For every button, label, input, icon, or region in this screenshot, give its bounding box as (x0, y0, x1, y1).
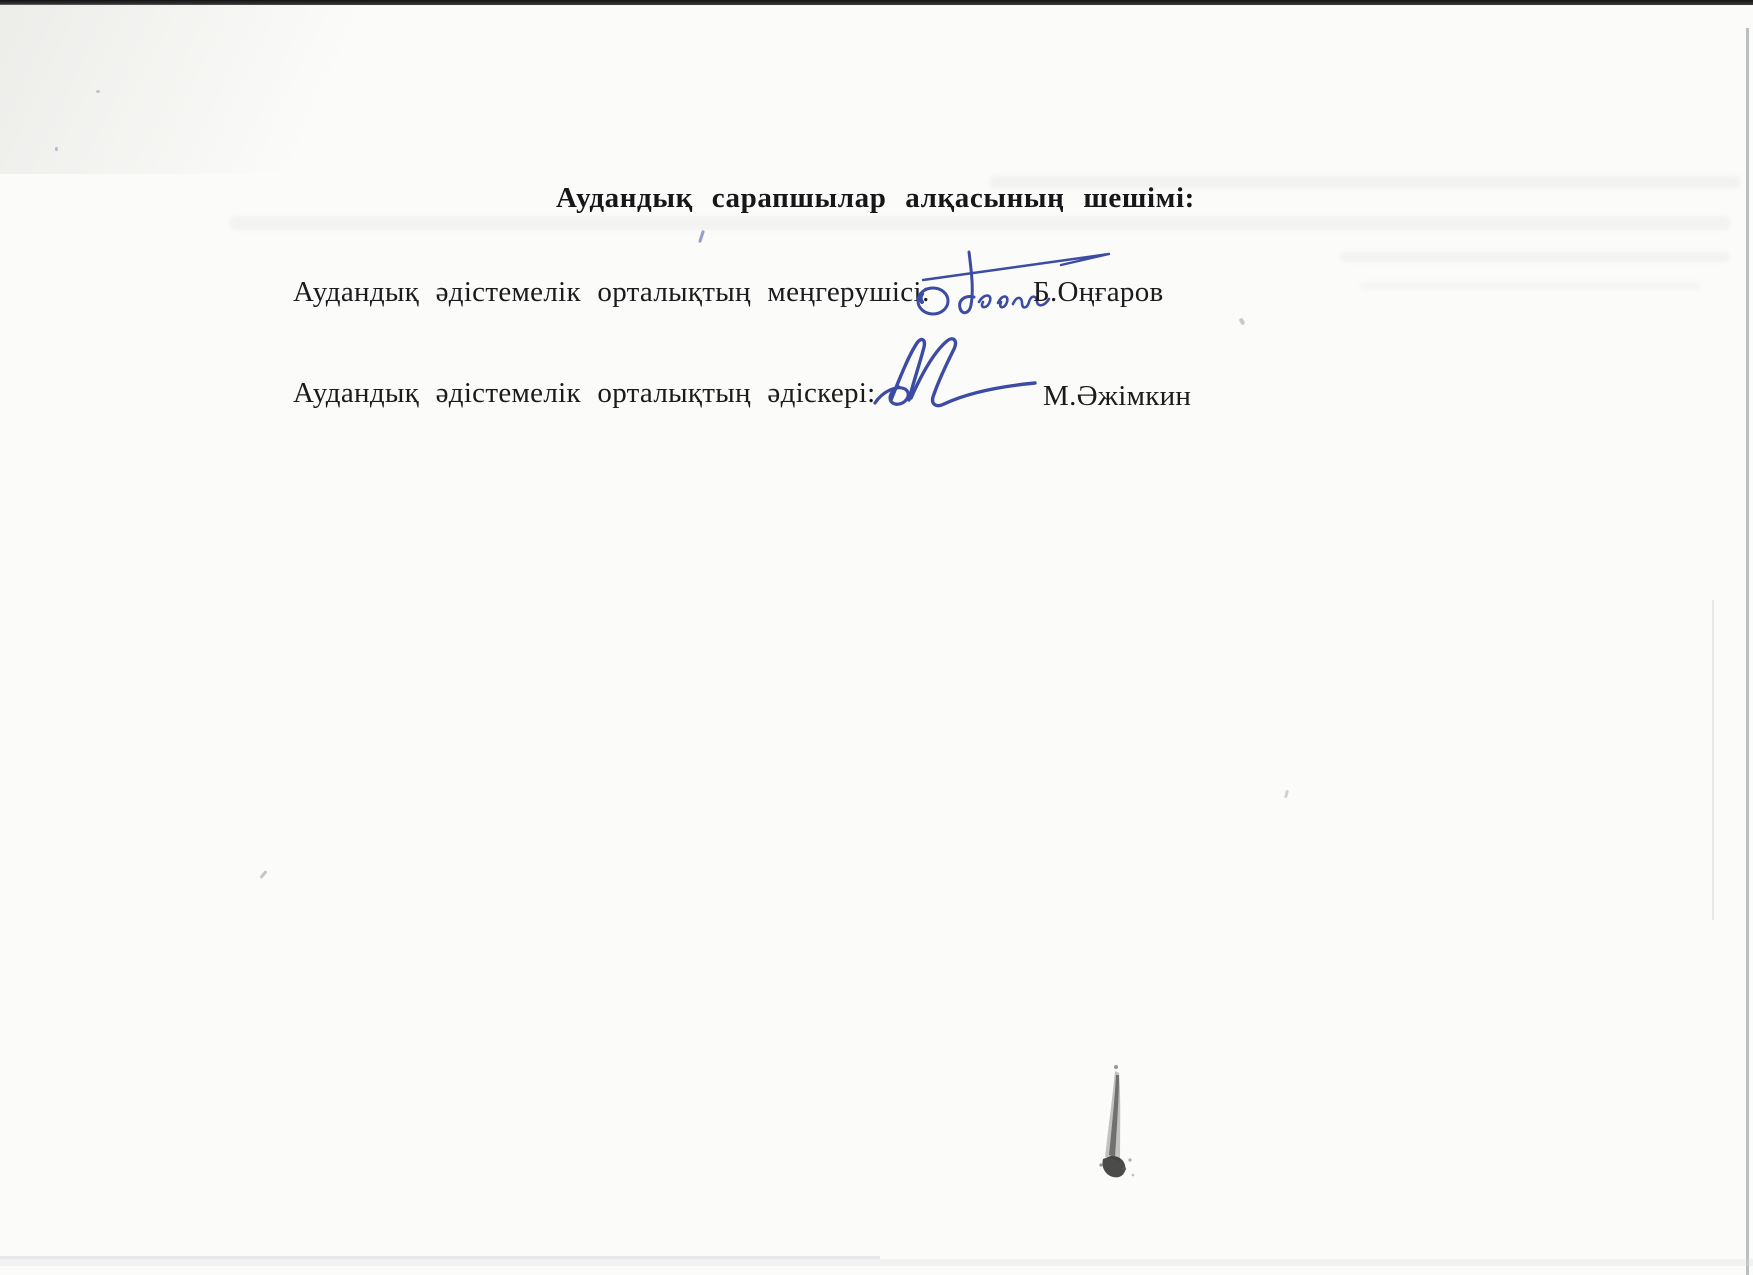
show-through-text-band (1360, 282, 1700, 290)
show-through-text-band (1340, 252, 1730, 262)
signatory-role-label: Аудандық әдістемелік орталықтың меңгерушісі: (293, 276, 931, 308)
ink-speck (55, 147, 58, 151)
page-right-edge-line (1746, 28, 1749, 1275)
ink-speck (1239, 317, 1246, 325)
ink-speck (698, 230, 705, 243)
scan-corner-shadow (0, 4, 520, 174)
page-right-edge-faint-line (1712, 600, 1714, 920)
signatory-role-label: Аудандық әдістемелік орталықтың әдіскері: (293, 377, 876, 409)
ink-speck (259, 870, 267, 879)
page-bottom-edge-band (0, 1259, 1753, 1266)
ink-smudge (1093, 1063, 1155, 1195)
signatory-name: Б.Оңғаров (1033, 276, 1164, 308)
signatory-name: М.Әжімкин (1043, 380, 1192, 412)
handwritten-signature-azhimkin (861, 327, 1051, 419)
ink-speck (1284, 790, 1289, 799)
document-title: Аудандық сарапшылар алқасының шешімі: (556, 182, 1195, 214)
show-through-text-band (230, 216, 1730, 230)
ink-speck (96, 90, 100, 93)
